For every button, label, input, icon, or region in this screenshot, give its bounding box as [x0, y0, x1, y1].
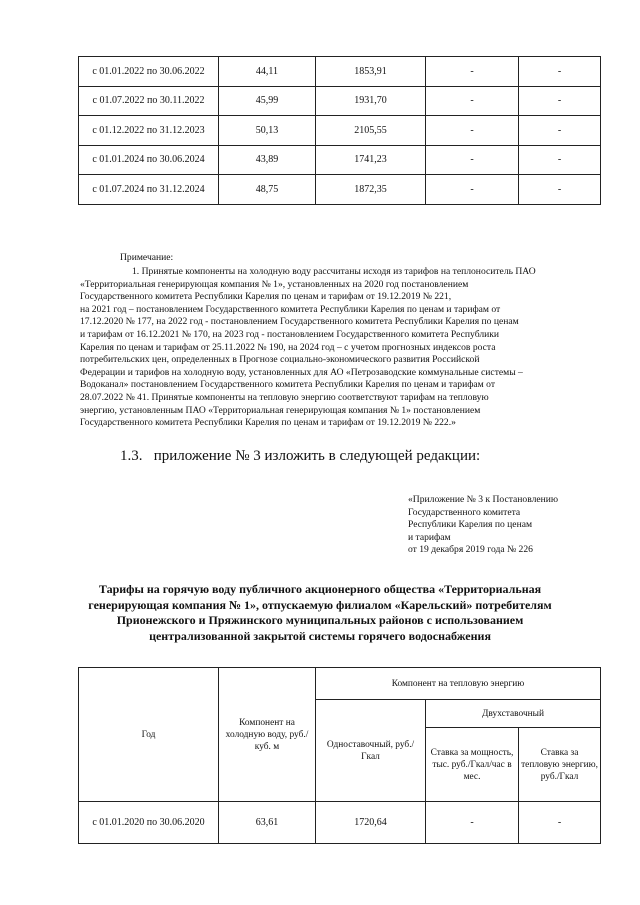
- note-line: Водоканал» постановлением Государственного комитета Республики Карелия по ценам и тарифам от: [80, 379, 496, 391]
- energy-rate-cell: -: [519, 57, 601, 87]
- period-cell: с 01.07.2024 по 31.12.2024: [79, 175, 219, 205]
- energy-rate-cell: -: [519, 175, 601, 205]
- table-row: [79, 145, 601, 175]
- section-heading: 1.3. приложение № 3 изложить в следующей редакции:: [120, 448, 481, 464]
- cold-water-cell: 63,61: [219, 802, 316, 844]
- energy-rate-cell: -: [519, 116, 601, 146]
- hot-water-tariff-table: [78, 667, 601, 844]
- energy-rate-cell: -: [519, 802, 601, 844]
- cold-water-cell: 43,89: [219, 145, 316, 175]
- note-line: Карелия по ценам и тарифам от 25.11.2022 № 190, на 2024 год – с учетом прогнозных индексов роста: [80, 341, 496, 353]
- cold-water-cell: 44,11: [219, 57, 316, 87]
- header-energy-rate: Ставка за тепловую энергию, руб./Гкал: [519, 728, 601, 802]
- header-one-rate: Одноставочный, руб./Гкал: [316, 700, 426, 802]
- one-rate-cell: 1931,70: [316, 86, 426, 116]
- period-cell: с 01.01.2020 по 30.06.2020: [79, 802, 219, 844]
- capacity-rate-cell: -: [426, 86, 519, 116]
- tariff-table-continued: [78, 56, 601, 205]
- cold-water-cell: 50,13: [219, 116, 316, 146]
- table-row: [79, 175, 601, 205]
- note-line: Федерации и тарифов на холодную воду, установленных для АО «Петрозаводские коммунальные системы –: [80, 366, 523, 378]
- appendix-line: Государственного комитета: [408, 506, 521, 518]
- capacity-rate-cell: -: [426, 145, 519, 175]
- cold-water-cell: 45,99: [219, 86, 316, 116]
- note-line: Государственного комитета Республики Карелия по ценам и тарифам от 19.12.2019 № 221,: [80, 291, 452, 303]
- note-line: и тарифам от 16.12.2021 № 170, на 2023 год - постановлением Государственного комитета Республики: [80, 328, 500, 340]
- header-row: [79, 668, 601, 700]
- appendix-line: и тарифам: [408, 531, 451, 543]
- title-line: Прионежского и Пряжинского муниципальных районов с использованием: [116, 613, 524, 627]
- period-cell: с 01.01.2022 по 30.06.2022: [79, 57, 219, 87]
- capacity-rate-cell: -: [426, 175, 519, 205]
- note-body: [80, 266, 600, 430]
- energy-rate-cell: -: [519, 145, 601, 175]
- note-line: Государственного комитета Республики Карелия по ценам и тарифам от 19.12.2019 № 222.»: [80, 417, 456, 429]
- note-line: 1. Принятые компоненты на холодную воду рассчитаны исходя из тарифов на теплоноситель ПАО: [132, 266, 536, 277]
- note-line: 28.07.2022 № 41. Принятые компоненты на тепловую энергию соответствуют тарифам на тепловую: [80, 391, 489, 403]
- appendix-line: Республики Карелия по ценам: [408, 519, 533, 531]
- header-thermal-component: Компонент на тепловую энергию: [316, 668, 601, 700]
- header-year: Год: [79, 668, 219, 802]
- cold-water-cell: 48,75: [219, 175, 316, 205]
- period-cell: с 01.01.2024 по 30.06.2024: [79, 145, 219, 175]
- table-row: [79, 57, 601, 87]
- table-row: [79, 116, 601, 146]
- tariff-title: [70, 582, 570, 644]
- header-capacity-rate: Ставка за мощность, тыс. руб./Гкал/час в мес.: [426, 728, 519, 802]
- one-rate-cell: 2105,55: [316, 116, 426, 146]
- note-label: Примечание:: [120, 252, 174, 263]
- title-line: генерирующая компания № 1», отпускаемую филиалом «Карельский» потребителям: [88, 597, 552, 612]
- table-row: [79, 802, 601, 844]
- appendix-line: «Приложение № 3 к Постановлению: [408, 494, 559, 505]
- appendix-line: от 19 декабря 2019 года № 226: [408, 544, 533, 556]
- period-cell: с 01.07.2022 по 30.11.2022: [79, 86, 219, 116]
- header-two-rate: Двухставочный: [426, 700, 601, 728]
- capacity-rate-cell: -: [426, 802, 519, 844]
- capacity-rate-cell: -: [426, 116, 519, 146]
- energy-rate-cell: -: [519, 86, 601, 116]
- one-rate-cell: 1741,23: [316, 145, 426, 175]
- title-line: централизованной закрытой системы горячего водоснабжения: [149, 628, 491, 643]
- header-cold-water: Компонент на холодную воду, руб./куб. м: [219, 668, 316, 802]
- one-rate-cell: 1853,91: [316, 57, 426, 87]
- note-line: «Территориальная генерирующая компания № 1», установленных на 2020 год постановлением: [80, 278, 469, 290]
- capacity-rate-cell: -: [426, 57, 519, 87]
- note-line: на 2021 год – постановлением Государственного комитета Республики Карелия по ценам и тарифам от: [80, 303, 501, 315]
- one-rate-cell: 1872,35: [316, 175, 426, 205]
- title-line: Тарифы на горячую воду публичного акционерного общества «Территориальная: [98, 582, 542, 596]
- note-line: 17.12.2020 № 177, на 2022 год - постановлением Государственного комитета Республики Карелия по ценам: [80, 316, 519, 328]
- note-line: энергию, установленным ПАО «Территориальная генерирующая компания № 1» постановлением: [80, 404, 481, 416]
- appendix-reference: [408, 494, 558, 557]
- table-row: [79, 86, 601, 116]
- note-line: потребительских цен, определенных в Прогнозе социально-экономического развития Российской: [80, 354, 480, 366]
- one-rate-cell: 1720,64: [316, 802, 426, 844]
- period-cell: с 01.12.2022 по 31.12.2023: [79, 116, 219, 146]
